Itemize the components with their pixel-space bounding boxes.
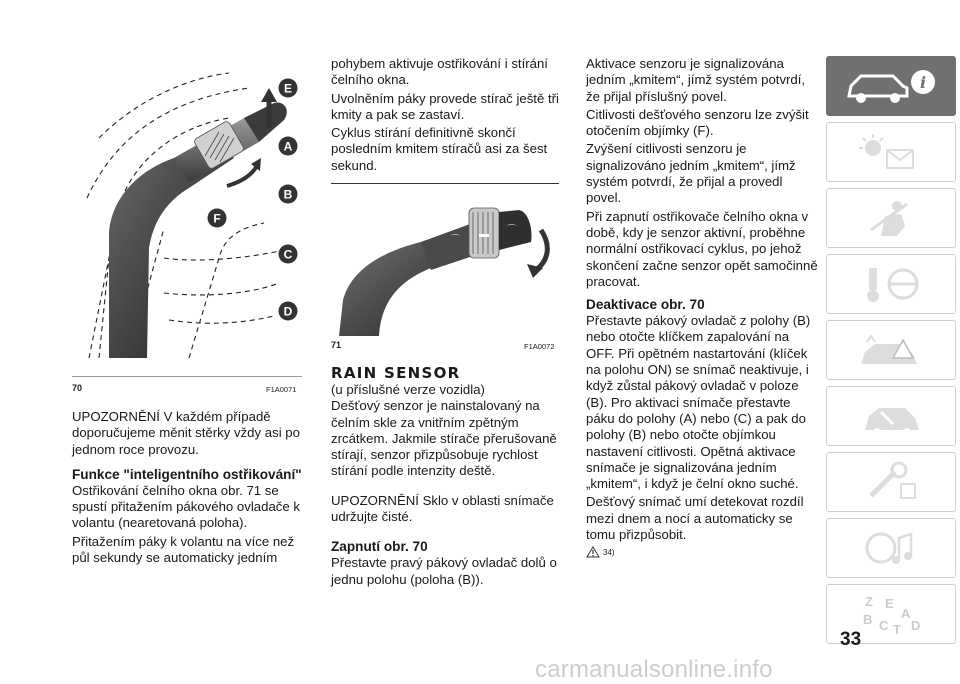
paragraph: Při zapnutí ostřikovače čelního okna v době, kdy je senzor aktivní, proběhne normální ostřikovací cyklus, po jehož skončení začne senzor opět samočinně pracovat. [586,208,818,289]
figure-71-code: F1A0072 [524,342,555,351]
section-heading: Deaktivace obr. 70 [586,297,705,313]
label-d: D [283,304,293,319]
reference-number: 34) [603,547,615,557]
tab-maintenance[interactable] [826,386,956,446]
column-2-bottom [331,364,563,588]
reference-note [586,546,818,558]
column-1 [72,409,304,566]
paragraph: Dešťový senzor je nainstalovaný na čelním skle za vnitřním zpětným zrcátkem. Jakmile stírače přerušovaně stírají, senzor přizpůsobuje rychlost stírání podle intenzity deště. [331,398,557,479]
paragraph: Přestavte pravý pákový ovladač dolů o jednu polohu (poloha (B)). [331,555,557,587]
warning-lights-icon [841,130,941,174]
section-heading: Zapnutí obr. 70 [331,539,428,555]
maintenance-car-icon [841,394,941,438]
car-info-icon [841,64,941,108]
tab-multimedia[interactable] [826,518,956,578]
paragraph: Přitažením páky k volantu na více než půl sekundy se automaticky jedním [72,533,295,566]
paragraph: Ostřikování čelního okna obr. 71 se spustí přitažením pákového ovladače k volantu (nearetovaná poloha). [72,482,300,531]
paragraph: Cyklus stírání definitivně skončí posledním kmitem stíračů asi za šest sekund. [331,125,548,173]
tab-emergency[interactable] [826,320,956,380]
label-a: A [283,139,293,154]
paragraph: Uvolněním páky provede stírač ještě tři kmity a pak se zastaví. [331,90,559,122]
column-2-top [331,56,563,174]
rain-sensor-heading: RAIN SENSOR [331,364,461,382]
breakdown-car-icon [841,328,941,372]
svg-text:Z: Z [865,594,873,609]
svg-text:T: T [893,622,901,636]
figure-divider [72,376,302,377]
warning-text: UPOZORNĚNÍ V každém případě doporučujeme měnit stěrky vždy asi po jednom roce provozu. [72,409,300,457]
paragraph: Dešťový snímač umí detekovat rozdíl mezi dnem a nocí a automaticky se tomu přizpůsobit. [586,494,804,543]
svg-text:C: C [879,618,889,633]
figure-71-number: 71 [331,340,342,350]
label-b: B [283,187,293,202]
stalk-positions-illustration [69,58,302,372]
warning-text: UPOZORNĚNÍ Sklo v oblasti snímače udržujte čisté. [331,492,554,525]
figure-70-number: 70 [72,383,83,393]
warning-triangle-icon [586,546,600,558]
svg-text:⚐: ⚐ [206,184,214,193]
specs-wrench-icon [841,460,941,504]
paragraph: Aktivace senzoru je signalizována jedním „kmitem“, jímž systém potvrdí, že přijal příslušný povel. [586,56,806,104]
svg-text:D: D [911,618,921,633]
label-c: C [283,247,293,262]
paragraph: Citlivosti dešťového senzoru lze zvýšit otočením objímky (F). [586,106,809,139]
svg-text:A: A [901,606,911,621]
label-e: E [283,81,293,96]
version-note: (u příslušné verze vozidla) [331,382,485,397]
figure-70 [69,58,302,372]
section-heading: Funkce "inteligentního ostřikování" [72,466,302,482]
svg-text:E: E [885,596,894,611]
tab-safety[interactable] [826,188,956,248]
page-number: 33 [840,629,862,650]
tab-technical-data[interactable] [826,452,956,512]
figure-divider [331,183,559,184]
paragraph: pohybem aktivuje ostřikování i stírání čelního okna. [331,56,548,88]
figure-71 [331,190,559,336]
label-f: F [213,211,221,226]
svg-text:⌒: ⌒ [451,235,461,245]
tab-car-info[interactable] [826,56,956,116]
column-3 [586,56,818,558]
tab-warning-lights[interactable] [826,122,956,182]
airbag-seat-icon [841,196,941,240]
svg-text:i: i [919,73,927,92]
stalk-pull-illustration [331,190,559,336]
figure-70-code: F1A0071 [266,385,297,394]
paragraph: Přestavte pákový ovladač z polohy (B) nebo otočte klíčkem zapalování na OFF. Při opětném nastartování (klíček na polohu ON) se snímač neaktivuje, i když zůstal pákový ovladač v poloze (B). Pro aktivaci snímače přestavte páku do polohy (A) nebo (C) a pak do polohy (B) nebo otočte objímkou nastavení citlivosti. Opětná aktivace snímače je signalizována jedním „kmitem“, i když je čelní okno suché. [586,313,811,492]
tab-starting-driving[interactable] [826,254,956,314]
svg-text:⌒: ⌒ [507,225,517,235]
media-music-icon [841,526,941,570]
paragraph: Zvýšení citlivosti senzoru je signalizováno jedním „kmitem“, jímž systém potvrdí, že přijal a provedl povel. [586,141,796,206]
key-steering-icon [841,262,941,306]
watermark: carmanualsonline.info [535,656,773,683]
svg-text:B: B [863,612,873,627]
